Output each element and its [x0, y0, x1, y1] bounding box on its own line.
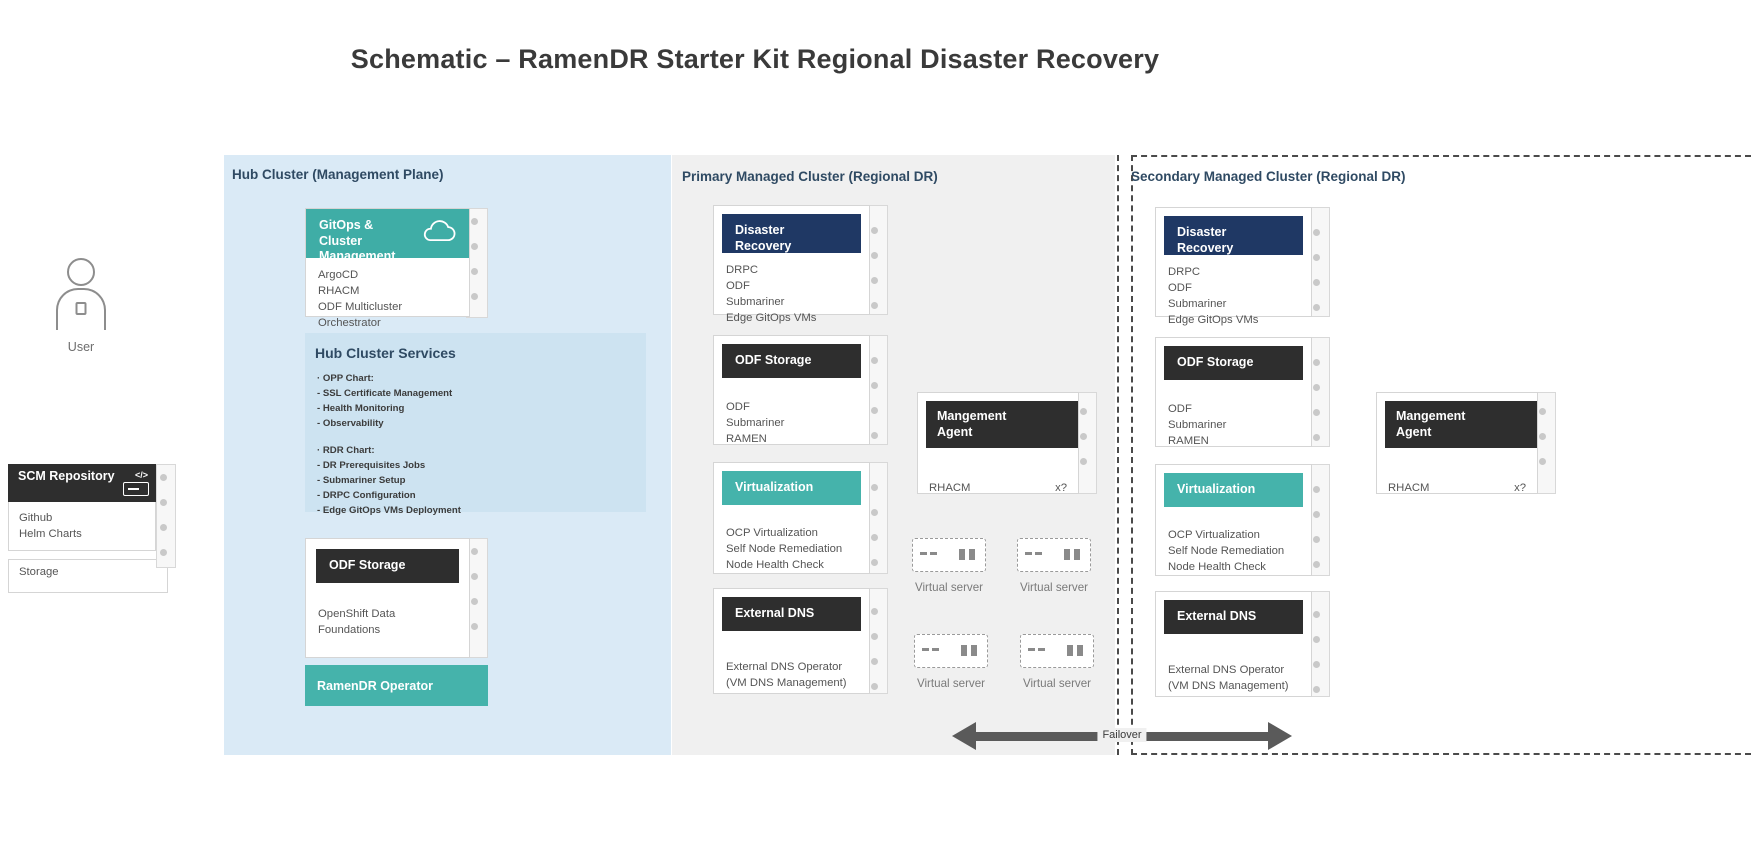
- secondary-dns-line-0: External DNS Operator: [1168, 663, 1285, 676]
- virtual-server-3[interactable]: [911, 634, 991, 690]
- hub-gitops-title-line3: Management: [319, 249, 396, 264]
- hub-services-g2-1: - DR Prerequisites Jobs: [317, 459, 426, 471]
- secondary-odf-card[interactable]: [1155, 337, 1312, 447]
- code-brackets-icon: </>: [134, 470, 148, 480]
- server-icon: [914, 634, 988, 668]
- primary-mgmt-right: x?: [1055, 482, 1067, 495]
- scm-repository-group: [8, 464, 188, 593]
- secondary-dns-line-1: (VM DNS Management): [1168, 679, 1289, 692]
- primary-dr-line-1: ODF: [726, 280, 750, 293]
- virtual-server-3-label: Virtual server: [916, 677, 986, 690]
- virtual-server-1[interactable]: [909, 538, 989, 594]
- secondary-dr-stack-shadow: [1308, 207, 1340, 317]
- secondary-odf-line-1: Submariner: [1168, 418, 1227, 431]
- hub-odf-line-1: Foundations: [318, 623, 381, 636]
- primary-odf-line-2: RAMEN: [726, 432, 767, 445]
- cloud-icon: [419, 219, 459, 245]
- hub-odf-card[interactable]: [305, 538, 470, 658]
- secondary-virt-stack-shadow: [1308, 464, 1340, 576]
- scm-line-helm: Helm Charts: [19, 528, 82, 541]
- secondary-mgmt-left: RHACM: [1388, 482, 1430, 495]
- secondary-odf-line-0: ODF: [1168, 402, 1192, 415]
- primary-mgmt-header: [926, 401, 1078, 448]
- secondary-dr-header: [1164, 216, 1303, 255]
- scm-repository-body: [8, 502, 156, 551]
- secondary-mgmt-body: [1377, 448, 1537, 503]
- hub-services-g1-0: · OPP Chart:: [317, 373, 374, 384]
- hub-gitops-body: [306, 258, 469, 330]
- primary-dns-stack-shadow: [866, 588, 898, 694]
- secondary-dr-card[interactable]: [1155, 207, 1312, 327]
- hub-services-g2-2: - Submariner Setup: [317, 474, 406, 486]
- primary-mgmt-title-line1: Mangement: [937, 409, 1007, 423]
- primary-virt-line-2: Node Health Check: [726, 558, 824, 571]
- primary-dr-line-2: Submariner: [726, 296, 785, 309]
- primary-virt-stack-shadow: [866, 462, 898, 574]
- failover-arrow: [952, 718, 1292, 754]
- primary-dns-line-1: (VM DNS Management): [726, 676, 847, 689]
- page-title: Schematic – RamenDR Starter Kit Regional Disaster Recovery: [350, 44, 1160, 74]
- primary-virt-line-0: OCP Virtualization: [726, 526, 818, 539]
- secondary-dns-header: External DNS: [1164, 600, 1303, 634]
- hub-cluster-services: [305, 333, 646, 516]
- user-body-icon: [56, 288, 106, 330]
- primary-mgmt-body: [918, 448, 1078, 503]
- panel-secondary-title: Secondary Managed Cluster (Regional DR): [1131, 169, 1406, 184]
- secondary-mgmt-card[interactable]: [1376, 392, 1538, 494]
- user-label: User: [67, 340, 95, 354]
- secondary-virt-line-0: OCP Virtualization: [1168, 528, 1260, 541]
- primary-dns-card[interactable]: [713, 588, 870, 694]
- primary-virt-line-1: Self Node Remediation: [726, 542, 843, 555]
- scm-stack-shadow: [156, 464, 188, 568]
- primary-dr-card[interactable]: [713, 205, 870, 325]
- primary-odf-body: [714, 378, 869, 456]
- scm-storage-label: Storage: [19, 566, 59, 579]
- primary-mgmt-left: RHACM: [929, 482, 971, 495]
- hub-gitops-header: [306, 209, 469, 264]
- primary-odf-stack-shadow: [866, 335, 898, 445]
- secondary-virt-card[interactable]: [1155, 464, 1312, 576]
- secondary-virt-body: [1156, 507, 1311, 584]
- hub-services-g2-3: - DRPC Configuration: [317, 489, 416, 501]
- secondary-mgmt-header: [1385, 401, 1537, 448]
- secondary-dr-body: [1156, 255, 1311, 337]
- arrow-right-icon: [1268, 722, 1292, 750]
- secondary-dns-stack-shadow: [1308, 591, 1340, 697]
- hub-odf-body: [306, 583, 469, 647]
- panel-hub-title: Hub Cluster (Management Plane): [232, 167, 444, 182]
- chip-icon: [123, 482, 149, 496]
- hub-odf-stack-shadow: [466, 538, 498, 658]
- failover-label: Failover: [1097, 728, 1146, 742]
- hub-services-g1-2: - Health Monitoring: [317, 402, 405, 414]
- virtual-server-1-label: Virtual server: [914, 581, 984, 594]
- secondary-mgmt-right: x?: [1514, 482, 1526, 495]
- secondary-mgmt-stack-shadow: [1534, 392, 1566, 494]
- hub-services-g1-3: - Observability: [317, 417, 384, 429]
- secondary-mgmt-title-line2: Agent: [1396, 424, 1432, 439]
- user-actor: [45, 258, 117, 354]
- scm-repository-title: SCM Repository: [18, 469, 115, 483]
- secondary-dr-line-2: Submariner: [1168, 298, 1227, 311]
- secondary-odf-stack-shadow: [1308, 337, 1340, 447]
- primary-mgmt-title-line2: Agent: [937, 424, 973, 439]
- primary-virt-header: Virtualization: [722, 471, 861, 505]
- hub-gitops-stack-shadow: [466, 208, 498, 318]
- scm-line-github: Github: [19, 512, 53, 524]
- hub-gitops-line-3: Orchestrator: [318, 317, 381, 330]
- user-icon: [67, 258, 95, 286]
- primary-mgmt-card[interactable]: [917, 392, 1079, 494]
- primary-dr-title-line2: Recovery: [735, 238, 792, 253]
- primary-odf-card[interactable]: [713, 335, 870, 445]
- secondary-virt-line-2: Node Health Check: [1168, 560, 1266, 573]
- server-icon: [912, 538, 986, 572]
- hub-services-g2-4: - Edge GitOps VMs Deployment: [317, 504, 461, 516]
- secondary-virt-line-1: Self Node Remediation: [1168, 544, 1285, 557]
- scm-storage-box: [8, 559, 168, 593]
- primary-odf-line-0: ODF: [726, 400, 750, 413]
- primary-dns-header: External DNS: [722, 597, 861, 631]
- primary-dr-body: [714, 253, 869, 335]
- user-badge-icon: [76, 302, 87, 315]
- server-icon: [1020, 634, 1094, 668]
- hub-services-list: [305, 361, 646, 519]
- secondary-dns-body: [1156, 634, 1311, 703]
- arrow-left-icon: [952, 722, 976, 750]
- ramendr-operator-box[interactable]: [305, 665, 488, 706]
- virtual-server-4-label: Virtual server: [1022, 677, 1092, 690]
- secondary-dr-title-line2: Recovery: [1177, 240, 1234, 255]
- primary-dns-body: [714, 631, 869, 700]
- hub-gitops-title-line2: Cluster: [319, 233, 363, 248]
- secondary-dr-title-line1: Disaster: [1177, 225, 1227, 239]
- secondary-odf-header: ODF Storage: [1164, 346, 1303, 380]
- hub-gitops-line-2: ODF Multicluster: [318, 301, 403, 314]
- hub-gitops-line-1: RHACM: [318, 285, 360, 298]
- virtual-server-4[interactable]: [1017, 634, 1097, 690]
- hub-odf-header: ODF Storage: [316, 549, 459, 583]
- primary-odf-header: ODF Storage: [722, 344, 861, 378]
- primary-dr-stack-shadow: [866, 205, 898, 315]
- primary-virt-body: [714, 505, 869, 582]
- panel-primary-title: Primary Managed Cluster (Regional DR): [682, 169, 938, 184]
- hub-gitops-title-line1: GitOps &: [319, 218, 374, 232]
- hub-odf-line-0: OpenShift Data: [318, 607, 396, 620]
- primary-odf-line-1: Submariner: [726, 416, 785, 429]
- secondary-dr-line-0: DRPC: [1168, 266, 1201, 278]
- secondary-dr-line-3: Edge GitOps VMs: [1168, 314, 1259, 327]
- virtual-server-2-label: Virtual server: [1019, 581, 1089, 594]
- secondary-mgmt-title-line1: Mangement: [1396, 409, 1466, 423]
- primary-dr-header: [722, 214, 861, 253]
- primary-dns-line-0: External DNS Operator: [726, 660, 843, 673]
- hub-gitops-line-0: ArgoCD: [318, 269, 359, 281]
- secondary-dr-line-1: ODF: [1168, 282, 1192, 295]
- primary-dr-title-line1: Disaster: [735, 223, 785, 237]
- hub-services-g1-1: - SSL Certificate Management: [317, 387, 453, 399]
- primary-mgmt-stack-shadow: [1075, 392, 1107, 494]
- virtual-server-2[interactable]: [1014, 538, 1094, 594]
- ramendr-operator-label: RamenDR Operator: [317, 678, 433, 693]
- hub-services-title: Hub Cluster Services: [315, 345, 456, 361]
- secondary-odf-line-2: RAMEN: [1168, 434, 1209, 447]
- scm-repository-header: [8, 464, 156, 502]
- server-icon: [1017, 538, 1091, 572]
- secondary-odf-body: [1156, 380, 1311, 458]
- hub-gitops-card[interactable]: [305, 208, 470, 330]
- primary-dr-line-0: DRPC: [726, 264, 759, 276]
- secondary-dns-card[interactable]: [1155, 591, 1312, 697]
- hub-services-g2-0: · RDR Chart:: [317, 444, 375, 456]
- primary-virt-card[interactable]: [713, 462, 870, 574]
- secondary-virt-header: Virtualization: [1164, 473, 1303, 507]
- primary-dr-line-3: Edge GitOps VMs: [726, 312, 817, 325]
- cluster-divider: [1117, 155, 1119, 755]
